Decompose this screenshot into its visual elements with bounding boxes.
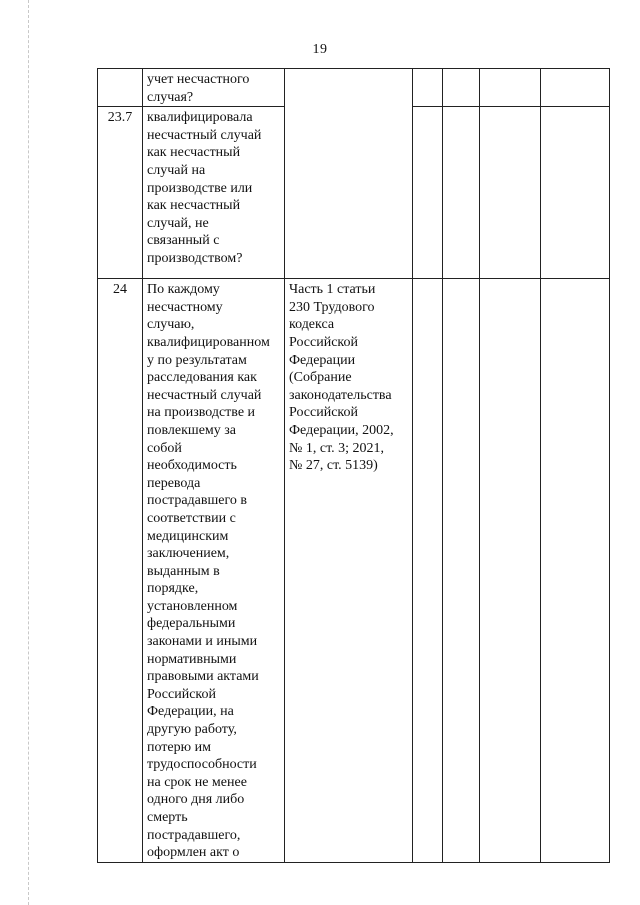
reference-line: Российской bbox=[289, 405, 358, 421]
notes-cell bbox=[541, 279, 610, 863]
question-line: у по результатам bbox=[147, 352, 247, 368]
question-line: как несчастный bbox=[147, 145, 241, 161]
row-number-cell: 24 bbox=[98, 279, 143, 863]
question-line: другую работу, bbox=[147, 722, 237, 738]
reference-line: Российской bbox=[289, 334, 358, 350]
table-row bbox=[98, 279, 610, 863]
reference-line: Федерации, 2002, bbox=[289, 422, 394, 438]
reference-line: законодательства bbox=[289, 387, 392, 403]
reference-line: Федерации bbox=[289, 352, 356, 368]
question-line: пострадавшего, bbox=[147, 827, 241, 843]
question-line: несчастный случай bbox=[147, 127, 262, 143]
question-line: соответствии с bbox=[147, 510, 236, 526]
question-line: связанный с bbox=[147, 233, 220, 249]
question-line: трудоспособности bbox=[147, 757, 257, 773]
question-line: на срок не менее bbox=[147, 774, 247, 790]
notes-cell bbox=[541, 107, 610, 279]
question-line: Российской bbox=[147, 686, 216, 702]
question-line: необходимость bbox=[147, 458, 237, 474]
notes-cell bbox=[541, 69, 610, 107]
table-row bbox=[98, 69, 610, 107]
question-line: потерю им bbox=[147, 739, 211, 755]
question-cell bbox=[143, 107, 285, 279]
reference-line: № 1, ст. 3; 2021, bbox=[289, 440, 385, 456]
question-line: на производстве и bbox=[147, 405, 256, 421]
question-line: законами и иными bbox=[147, 634, 258, 650]
reference-line: Часть 1 статьи bbox=[289, 282, 376, 298]
question-line: случай, не bbox=[147, 215, 209, 231]
question-line: случая? bbox=[147, 89, 194, 105]
question-line: случай на bbox=[147, 162, 206, 178]
question-line: пострадавшего в bbox=[147, 493, 248, 509]
question-line: По каждому bbox=[147, 282, 220, 298]
question-line: выданным в bbox=[147, 563, 220, 579]
question-line: медицинским bbox=[147, 528, 229, 544]
checklist-table bbox=[97, 68, 610, 863]
row-number-cell bbox=[98, 69, 143, 107]
page-number: 19 bbox=[312, 42, 328, 57]
question-line: правовыми актами bbox=[147, 669, 259, 685]
answer-cell-yes bbox=[413, 279, 443, 863]
question-cell bbox=[143, 69, 285, 107]
question-line: смерть bbox=[147, 810, 188, 825]
question-line: перевода bbox=[147, 475, 201, 491]
reference-line: кодекса bbox=[289, 317, 335, 333]
reference-line: (Собрание bbox=[289, 370, 352, 386]
question-line: нормативными bbox=[147, 651, 237, 667]
question-line: повлекшему за bbox=[147, 422, 237, 438]
question-line: федеральными bbox=[147, 616, 236, 632]
question-line: расследования как bbox=[147, 370, 257, 386]
question-line: заключением, bbox=[147, 546, 230, 562]
question-line: производством? bbox=[147, 250, 243, 266]
reference-cell bbox=[285, 69, 413, 279]
reference-cell bbox=[285, 279, 413, 863]
reference-line: № 27, ст. 5139) bbox=[289, 458, 378, 474]
question-line: установленном bbox=[147, 598, 238, 614]
answer-cell-yes bbox=[413, 107, 443, 279]
answer-cell-na bbox=[480, 107, 541, 279]
answer-cell-yes bbox=[413, 69, 443, 107]
question-line: как несчастный bbox=[147, 198, 241, 214]
answer-cell-na bbox=[480, 69, 541, 107]
answer-cell-na bbox=[480, 279, 541, 863]
question-cell bbox=[143, 279, 285, 863]
row-number-cell: 23.7 bbox=[98, 107, 143, 279]
scan-edge-line bbox=[28, 0, 29, 905]
answer-cell-no bbox=[443, 279, 480, 863]
question-line: несчастному bbox=[147, 299, 223, 315]
question-line: учет несчастного bbox=[147, 72, 250, 87]
question-line: оформлен акт о bbox=[147, 845, 240, 861]
question-line: квалифицировала bbox=[147, 110, 253, 126]
question-line: одного дня либо bbox=[147, 792, 245, 808]
question-line: производстве или bbox=[147, 180, 253, 196]
answer-cell-no bbox=[443, 69, 480, 107]
question-line: квалифицированном bbox=[147, 334, 270, 350]
question-line: Федерации, на bbox=[147, 704, 234, 720]
answer-cell-no bbox=[443, 107, 480, 279]
question-line: собой bbox=[147, 440, 182, 456]
question-line: несчастный случай bbox=[147, 387, 262, 403]
question-line: случаю, bbox=[147, 317, 195, 333]
reference-line: 230 Трудового bbox=[289, 299, 375, 315]
question-line: порядке, bbox=[147, 581, 199, 597]
